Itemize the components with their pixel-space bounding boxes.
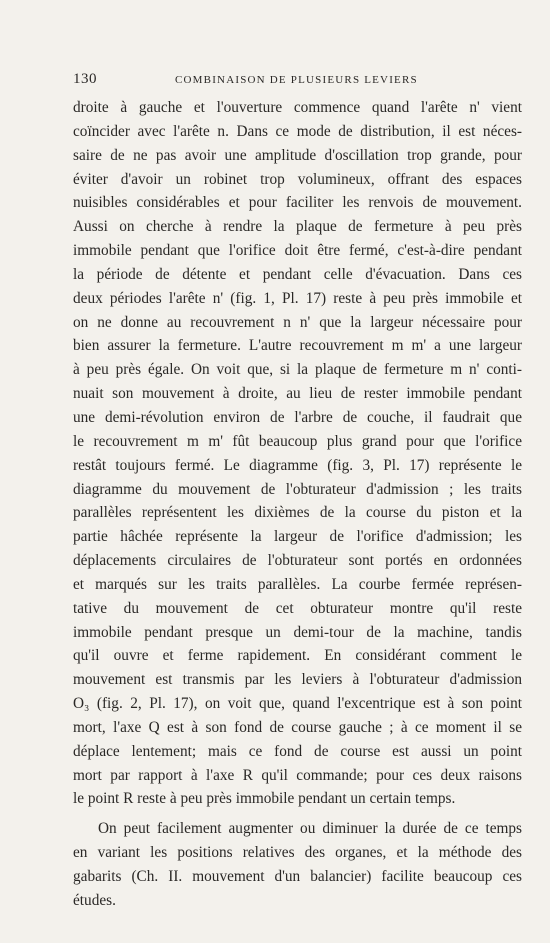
text-line: le point R reste à peu près immobile pendant un certain temps.	[73, 790, 456, 808]
text-line: immobile pendant presque un demi-tour de la machine, tandis	[73, 623, 522, 641]
text-line: et marqués sur les traits parallèles. La courbe fermée représen-	[73, 575, 522, 593]
text-line: on ne donne au recouvrement n n' que la largeur nécessaire pour	[73, 313, 522, 331]
text-line: saire de ne pas avoir une amplitude d'oscillation trop grande, pour	[73, 146, 522, 164]
text-line: mouvement est transmis par les leviers à l'obturateur d'admission	[73, 671, 522, 689]
text-line: droite à gauche et l'ouverture commence quand l'arête n' vient	[73, 99, 522, 116]
text-line: deux périodes l'arête n' (fig. 1, Pl. 17) reste à peu près immobile et	[73, 289, 522, 307]
text-line: coïncider avec l'arête n. Dans ce mode de distribution, il est néces-	[73, 122, 522, 140]
text-line: études.	[73, 891, 116, 909]
text-line: à peu près égale. On voit que, si la plaque de fermeture m n' conti-	[73, 361, 522, 379]
body-text	[73, 96, 522, 913]
text-line: diagramme du mouvement de l'obturateur d'admission ; les traits	[73, 480, 522, 498]
paragraph-1	[73, 96, 522, 811]
page-number: 130	[73, 71, 97, 87]
text-line: en variant les positions relatives des organes, et la méthode des	[73, 844, 522, 862]
running-title: COMBINAISON DE PLUSIEURS LEVIERS	[175, 74, 418, 86]
text-line: restât toujours fermé. Le diagramme (fig. 3, Pl. 17) représente le	[73, 456, 522, 474]
text-line: la période de détente et pendant celle d'évacuation. Dans ces	[73, 265, 522, 283]
text-line: déplace lentement; mais ce fond de course est aussi un point	[73, 742, 522, 760]
text-line: mort par rapport à l'axe R qu'il commande; pour ces deux raisons	[73, 766, 522, 784]
text-line: tative du mouvement de cet obturateur montre qu'il reste	[73, 599, 522, 617]
text-line: déplacements circulaires de l'obturateur sont portés en ordonnées	[73, 552, 522, 570]
text-line: qu'il ouvre et ferme rapidement. En considérant comment le	[73, 647, 522, 665]
text-line: le recouvrement m m' fût beaucoup plus grand pour que l'orifice	[73, 432, 522, 450]
text-line: une demi-révolution environ de l'arbre de couche, il faudrait que	[73, 408, 522, 426]
page-header	[73, 71, 521, 91]
text-line: O₃ (fig. 2, Pl. 17), on voit que, quand l'excentrique est à son point	[73, 695, 522, 713]
text-line: gabarits (Ch. II. mouvement d'un balancier) facilite beaucoup ces	[73, 868, 522, 885]
text-line: mort, l'axe Q est à son fond de course gauche ; à ce moment il se	[73, 718, 522, 736]
text-line: nuisibles considérables et pour faciliter les renvois de mouvement.	[73, 194, 522, 212]
text-line: immobile pendant que l'orifice doit être fermé, c'est-à-dire pendant	[73, 242, 522, 260]
text-line: parallèles représentent les dixièmes de la course du piston et la	[73, 504, 522, 522]
text-line: nuait son mouvement à droite, au lieu de rester immobile pendant	[73, 385, 522, 403]
paragraph-2	[73, 817, 522, 912]
text-line: Aussi on cherche à rendre la plaque de fermeture à peu près	[73, 218, 522, 236]
text-line: partie hâchée représente la largeur de l'orifice d'admission; les	[73, 528, 522, 546]
text-line: bien assurer la fermeture. L'autre recouvrement m m' a une largeur	[73, 337, 522, 355]
text-line: On peut facilement augmenter ou diminuer la durée de ce temps	[98, 820, 522, 838]
text-line: éviter d'avoir un robinet trop volumineux, offrant des espaces	[73, 170, 522, 188]
